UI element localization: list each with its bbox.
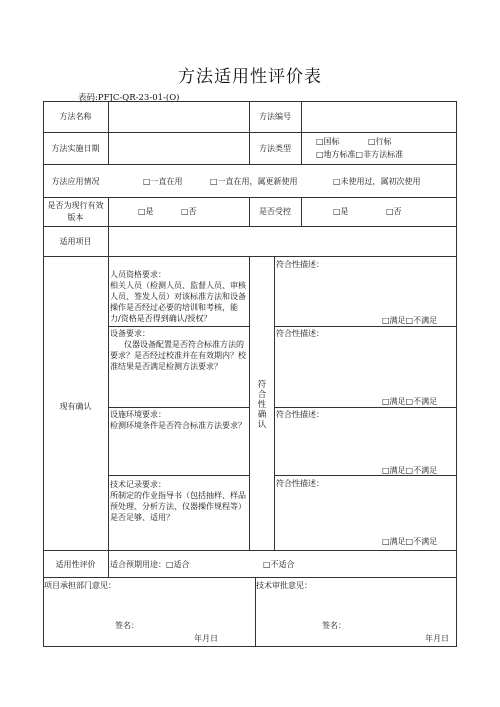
tech-sign-label: 签名： — [322, 621, 346, 630]
col-divider — [274, 256, 275, 550]
table-border-bottom — [43, 646, 457, 647]
applicable-items-label: 适用项目 — [59, 237, 92, 246]
tech-date-label: 年月日 — [425, 634, 449, 643]
records-ok-option[interactable]: □满足□不满足 — [382, 537, 438, 546]
records-desc-label: 符合性描述： — [276, 479, 324, 488]
row-divider — [43, 197, 457, 198]
dept-opinion-label: 项目承担部门意见： — [44, 581, 116, 590]
environment-ok-option[interactable]: □满足□不满足 — [382, 466, 438, 475]
national-standard-option[interactable]: □国标 — [316, 137, 340, 146]
page-title: 方法适用性评价表 — [178, 67, 322, 87]
row-divider — [108, 407, 249, 408]
row-divider — [43, 132, 457, 133]
table-border-top — [43, 101, 457, 102]
current-version-label-1: 是否为现行有效 — [47, 201, 104, 210]
row-divider — [274, 407, 457, 408]
conformity-confirm-vertical: 符合性确认 — [257, 380, 267, 430]
records-requirement-text: 所制定的作业指导书（包括抽样、样品预处理、分析方法、仪器操作规程等）是否足够、适用？ — [110, 491, 246, 522]
personnel-ok-option[interactable]: □满足□不满足 — [382, 316, 438, 325]
industry-standard-option[interactable]: □行标 — [368, 137, 392, 146]
app-option-updated[interactable]: □一直在用，属更新使用 — [210, 177, 298, 186]
environment-requirement-title: 设施环境要求： — [110, 410, 166, 419]
form-code: 表码:PFJC-QR-23-01-(O) — [78, 93, 180, 103]
equipment-requirement-title: 设备要求： — [110, 329, 150, 338]
environment-desc-label: 符合性描述： — [276, 410, 324, 419]
table-border-right — [456, 101, 457, 647]
application-label: 方法应用情况 — [51, 177, 100, 186]
col-divider — [108, 101, 109, 164]
equipment-ok-option[interactable]: □满足□不满足 — [382, 397, 438, 406]
app-option-in-use[interactable]: □一直在用 — [143, 177, 183, 186]
current-version-no[interactable]: □否 — [181, 207, 197, 216]
personnel-desc-label: 符合性描述： — [276, 260, 324, 269]
col-divider — [249, 256, 250, 550]
evaluation-table — [43, 101, 457, 647]
tech-opinion-label: 技术审批意见： — [256, 581, 312, 590]
environment-requirement-text: 检测环境条件是否符合标准方法要求？ — [110, 421, 246, 430]
row-divider — [43, 577, 457, 578]
col-divider — [108, 256, 109, 577]
app-option-first-use[interactable]: □未使用过，属初次使用 — [333, 177, 421, 186]
controlled-no[interactable]: □否 — [386, 207, 402, 216]
personnel-requirement-text: 相关人员（检测人员、监督人员、审核人员、签发人员）对该标准方法和设备操作是否经过必要的培训和考核，能力/资格是否得到确认/授权？ — [110, 281, 246, 323]
row-divider — [274, 326, 457, 327]
controlled-yes[interactable]: □是 — [333, 207, 349, 216]
col-divider — [301, 197, 302, 226]
row-divider — [43, 256, 457, 257]
row-divider — [43, 164, 457, 165]
current-version-yes[interactable]: □是 — [138, 207, 154, 216]
col-divider — [108, 197, 109, 256]
method-type-label: 方法类型 — [259, 144, 291, 153]
method-no-label: 方法编号 — [259, 112, 291, 121]
controlled-label: 是否受控 — [259, 207, 291, 216]
impl-date-label: 方法实施日期 — [51, 144, 100, 153]
local-standard-option[interactable]: □地方标准□非方法标准 — [316, 150, 404, 159]
equipment-requirement-text: 仪器设备配置是否符合标准方法的要求？是否经过校准并在有效期内？校准结果是否满足检测方法要求？ — [110, 340, 246, 371]
suitability-eval-label: 适用性评价 — [55, 560, 96, 569]
row-divider — [108, 475, 249, 476]
method-name-label: 方法名称 — [59, 112, 92, 121]
existing-confirm-label: 现有确认 — [59, 402, 92, 411]
records-requirement-title: 技术记录要求： — [110, 480, 166, 489]
row-divider — [108, 326, 249, 327]
row-divider — [43, 226, 457, 227]
suitable-option[interactable]: 适合预期用途：□适合 — [110, 560, 190, 569]
personnel-requirement-title: 人员资格要求： — [110, 270, 166, 279]
not-suitable-option[interactable]: □不适合 — [263, 560, 295, 569]
equipment-desc-label: 符合性描述： — [276, 329, 324, 338]
row-divider — [43, 550, 457, 551]
current-version-label-2: 版本 — [67, 213, 84, 222]
col-divider — [301, 101, 302, 164]
dept-sign-label: 签名： — [115, 621, 139, 630]
dept-date-label: 年月日 — [194, 634, 218, 643]
